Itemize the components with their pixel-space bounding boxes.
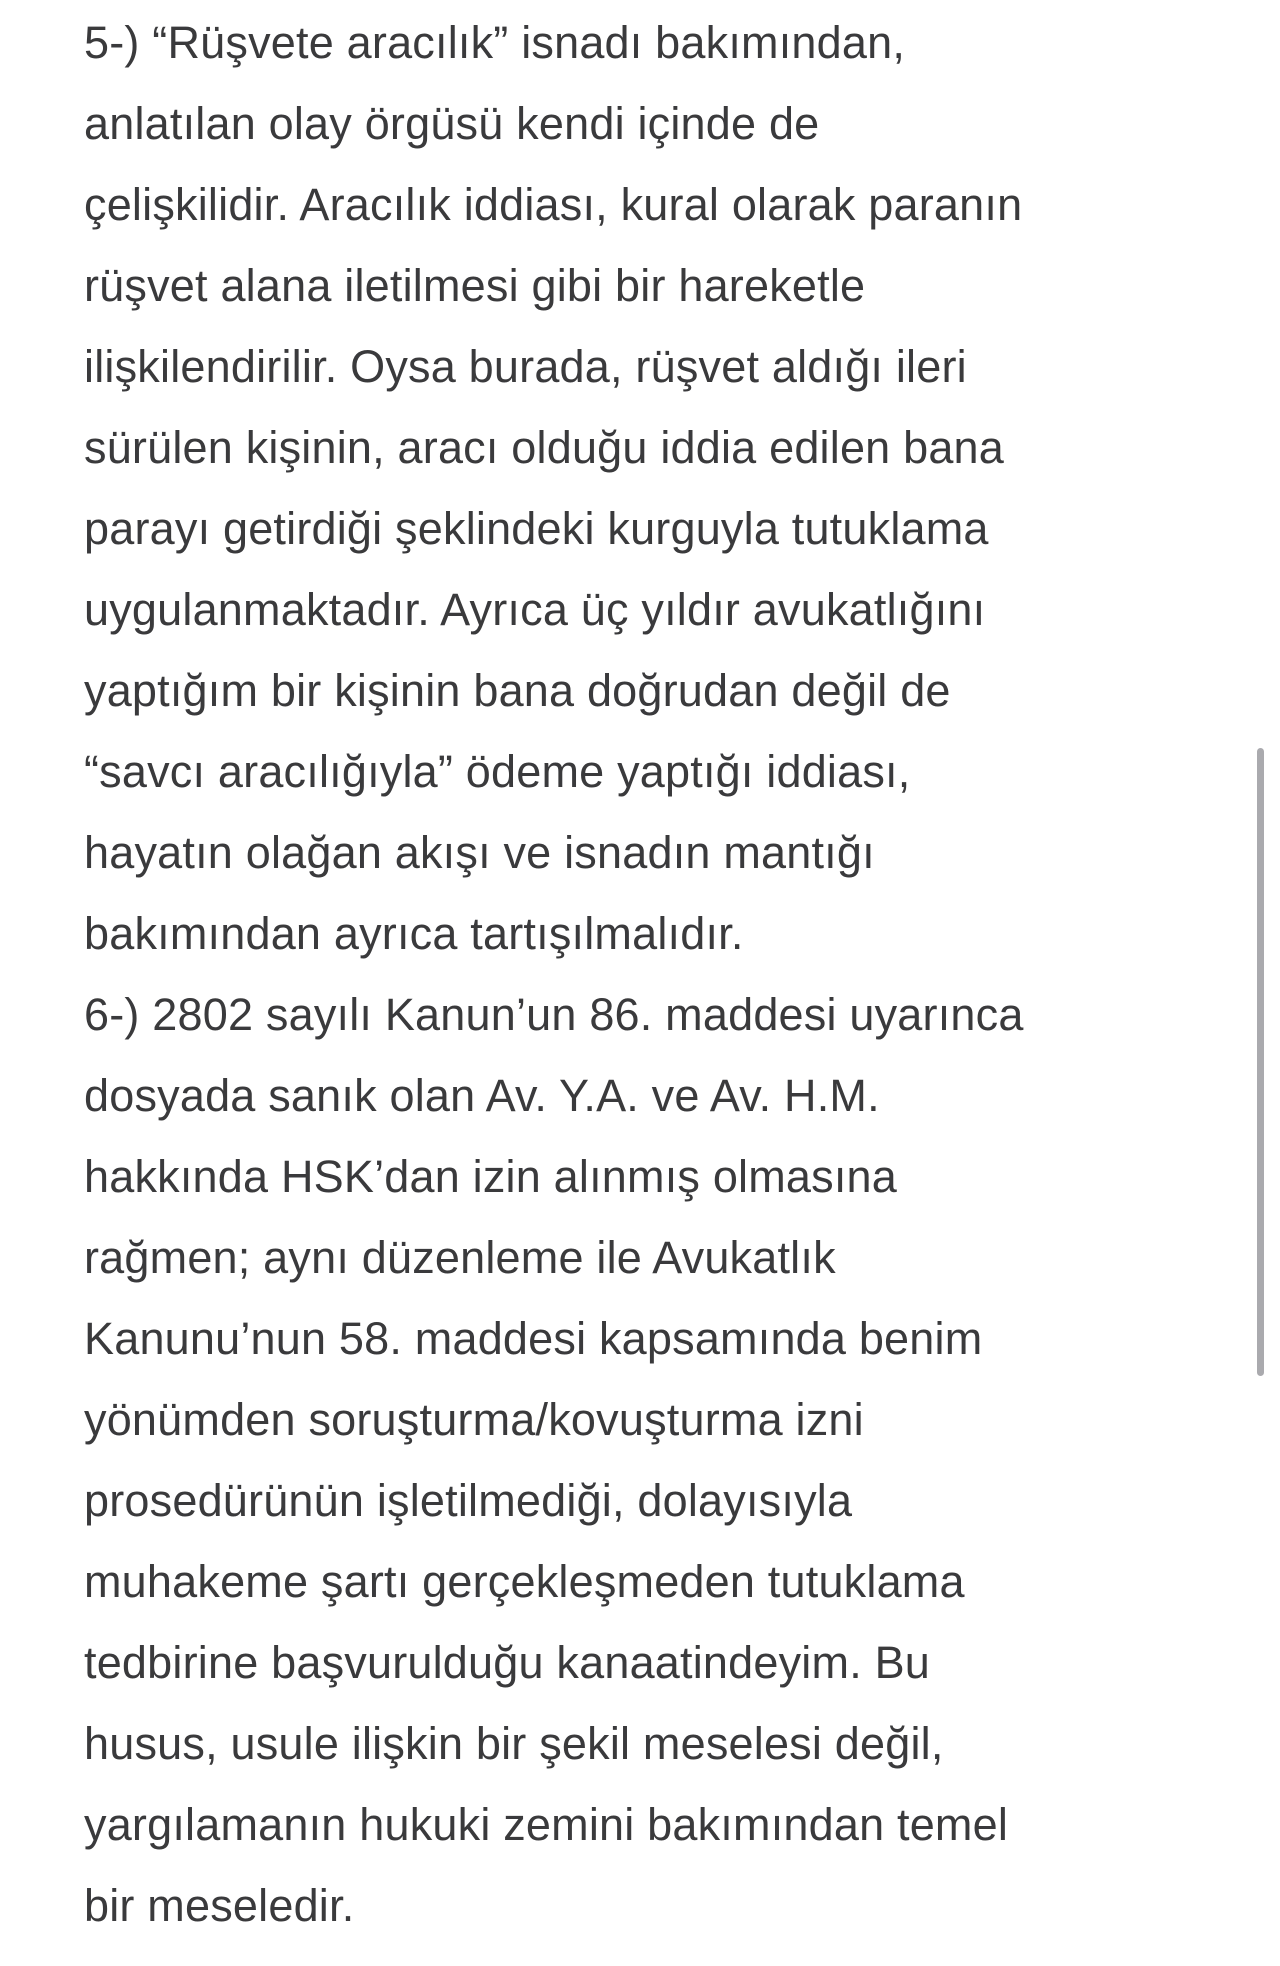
text-line: 6-) 2802 sayılı Kanun’un 86. maddesi uyarınca <box>84 989 1024 1040</box>
text-line: ilişkilendirilir. Oysa burada, rüşvet aldığı ileri <box>84 341 967 392</box>
text-line: yönümden soruşturma/kovuşturma izni <box>84 1394 864 1445</box>
text-line: rüşvet alana iletilmesi gibi bir hareketle <box>84 260 866 311</box>
text-line: bir meseledir. <box>84 1880 355 1931</box>
text-line: anlatılan olay örgüsü kendi içinde de <box>84 98 820 149</box>
text-line: prosedürünün işletilmediği, dolayısıyla <box>84 1475 853 1526</box>
text-line: yargılamanın hukuki zemini bakımından temel <box>84 1799 1009 1850</box>
text-line: yaptığım bir kişinin bana doğrudan değil de <box>84 665 951 716</box>
text-line: hakkında HSK’dan izin alınmış olmasına <box>84 1151 898 1202</box>
vertical-scrollbar[interactable] <box>1257 748 1264 1376</box>
text-line: hayatın olağan akışı ve isnadın mantığı <box>84 827 875 878</box>
text-line: çelişkilidir. Aracılık iddiası, kural olarak paranın <box>84 179 1023 230</box>
text-line: husus, usule ilişkin bir şekil meselesi değil, <box>84 1718 944 1769</box>
text-line: bakımından ayrıca tartışılmalıdır. <box>84 908 744 959</box>
text-line: Kanunu’nun 58. maddesi kapsamında benim <box>84 1313 983 1364</box>
text-line: sürülen kişinin, aracı olduğu iddia edilen bana <box>84 422 1005 473</box>
text-line: parayı getirdiği şeklindeki kurguyla tutuklama <box>84 503 989 554</box>
text-line: dosyada sanık olan Av. Y.A. ve Av. H.M. <box>84 1070 880 1121</box>
text-line: rağmen; aynı düzenleme ile Avukatlık <box>84 1232 836 1283</box>
text-line: 5-) “Rüşvete aracılık” isnadı bakımından, <box>84 17 906 68</box>
note-body-text <box>84 2 1204 1946</box>
text-line: tedbirine başvurulduğu kanaatindeyim. Bu <box>84 1637 931 1688</box>
text-line: “savcı aracılığıyla” ödeme yaptığı iddiası, <box>84 746 911 797</box>
text-line: uygulanmaktadır. Ayrıca üç yıldır avukatlığını <box>84 584 986 635</box>
text-line: muhakeme şartı gerçekleşmeden tutuklama <box>84 1556 965 1607</box>
